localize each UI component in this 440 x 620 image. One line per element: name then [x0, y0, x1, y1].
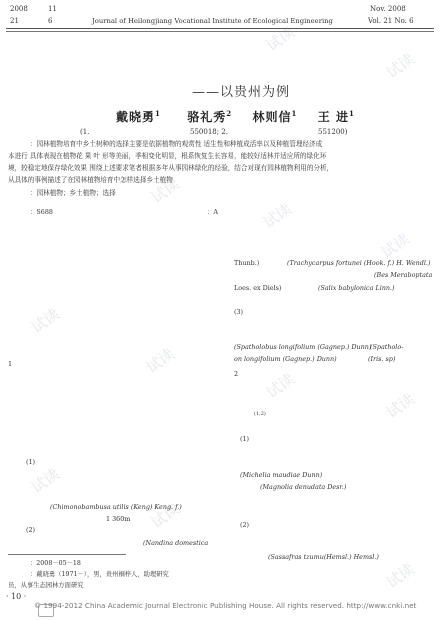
header-issue: 6	[48, 17, 53, 25]
section-number: (1)	[240, 435, 250, 443]
classification-number: ：S688	[30, 208, 53, 216]
watermark-mark: 试读	[27, 304, 63, 337]
watermark-mark: 试读	[382, 49, 418, 82]
species-name: (Bes Meraboptata	[374, 271, 433, 279]
header-volume-en: Vol. 21 No. 6	[368, 17, 414, 25]
article-subtitle: ——以贵州为例	[192, 85, 291, 100]
watermark-mark: 试读	[27, 464, 63, 497]
author-name: 林则信	[252, 110, 292, 124]
copyright-notice: © 1994-2012 China Academic Journal Electronic Publishing House. All rights reserved. http://www.cnki.net	[34, 601, 417, 610]
species-name: (Spatholobus longifolium (Gagnep.) Dunn)	[234, 343, 372, 351]
body-fragment: 1 360m	[106, 515, 131, 523]
document-code: ：A	[207, 208, 219, 216]
header-rule	[6, 28, 434, 29]
author-affil-sup: 1	[291, 109, 298, 118]
page-number: · 10 ·	[6, 592, 27, 601]
affiliation-part: (1.	[80, 128, 90, 136]
author-affil-sup: 1	[155, 109, 161, 118]
journal-title: Journal of Heilongjiang Vocational Institute of Ecological Engineering	[92, 17, 333, 25]
species-name: (Spatholo-	[370, 343, 404, 351]
header-volume: 21	[10, 17, 19, 25]
header-rule-thin	[6, 31, 434, 32]
received-date: ：2008－05－18	[30, 560, 81, 567]
section-number: (2)	[240, 521, 250, 529]
header-month: 11	[48, 5, 57, 13]
watermark-mark: 试读	[147, 499, 183, 532]
keywords: ：园林植物；乡土植物；选择	[30, 189, 116, 197]
section-number: (1)	[26, 458, 36, 466]
watermark-mark: 试读	[377, 229, 413, 262]
header-year: 2008	[10, 5, 28, 13]
author-name: 王 进	[317, 110, 349, 124]
author-bio: ：戴晓勇（1971－），男，贵州桐梓人，助理研究	[30, 571, 169, 578]
section-number: 2	[234, 370, 239, 378]
abstract-line: 从具体的事例描述了在园林植物培育中怎样选择乡土植物	[8, 176, 173, 184]
body-fragment: Loes. ex Diels)	[234, 284, 282, 292]
abstract-line: 本进行 具体表现在植物花 果 叶 形等美丽，季相变化明显，根系恢复生长容易，能较好适林并适应所的绿化环	[8, 152, 327, 160]
species-name: (Nandina domestica	[143, 539, 209, 547]
author-bio: 员，从事生态园林方面研究	[8, 582, 84, 589]
author-affil-sup: 1	[348, 109, 355, 118]
citation-ref: (1,2)	[254, 411, 266, 417]
footnote-rule	[8, 554, 126, 555]
species-name: (Sassafras tzumu(Hemsl.) Hemsl.)	[268, 553, 379, 561]
watermark-mark: 试读	[262, 22, 298, 55]
species-name: (Magnolia denudata Desr.)	[260, 483, 347, 491]
author-list	[116, 108, 355, 125]
watermark-mark: 试读	[382, 389, 418, 422]
author-name: 戴晓勇	[116, 110, 156, 124]
watermark-mark: 试读	[142, 344, 178, 377]
species-name: (Chimonobambusa utilis (Keng) Keng. f.)	[50, 503, 182, 511]
species-name: on longifolium (Gagnep.) Dunn)	[234, 355, 337, 363]
watermark-mark: 试读	[262, 369, 298, 402]
species-name: (Trachycarpus fortunei (Hook. f.) H. Wendl.)	[287, 259, 431, 267]
watermark-mark: 试读	[382, 559, 418, 592]
species-name: (Michelia maudiae Dunn)	[240, 471, 323, 479]
watermark-mark: 试读	[259, 199, 295, 232]
header-date-en: Nov. 2008	[370, 5, 406, 13]
author-affil-sup: 2	[226, 109, 233, 118]
affiliation-part: 551200)	[318, 128, 348, 136]
abstract-line: ：园林植物培育中乡土树种的选择主要是依据植物的观赏性 适生性和种植成活率以及种植管理经济成	[30, 140, 323, 148]
abstract-line: 境，较稳定地保存绿化效果 围绕上述要求笔者根据多年从事园林绿化的经验，结合对现有园林植物利用的分析，	[8, 164, 334, 172]
body-fragment: Thunb.)	[234, 259, 260, 267]
species-name: (Iris. sp)	[368, 355, 396, 363]
watermark-mark: 试读	[147, 174, 183, 207]
affiliation-part: 550018; 2.	[190, 128, 228, 136]
author-name: 骆礼秀	[187, 110, 227, 124]
section-number: 1	[8, 360, 13, 368]
species-name: (Salix babylonica Linn.)	[318, 284, 395, 292]
section-number: (3)	[234, 308, 244, 316]
section-number: (2)	[26, 526, 36, 534]
